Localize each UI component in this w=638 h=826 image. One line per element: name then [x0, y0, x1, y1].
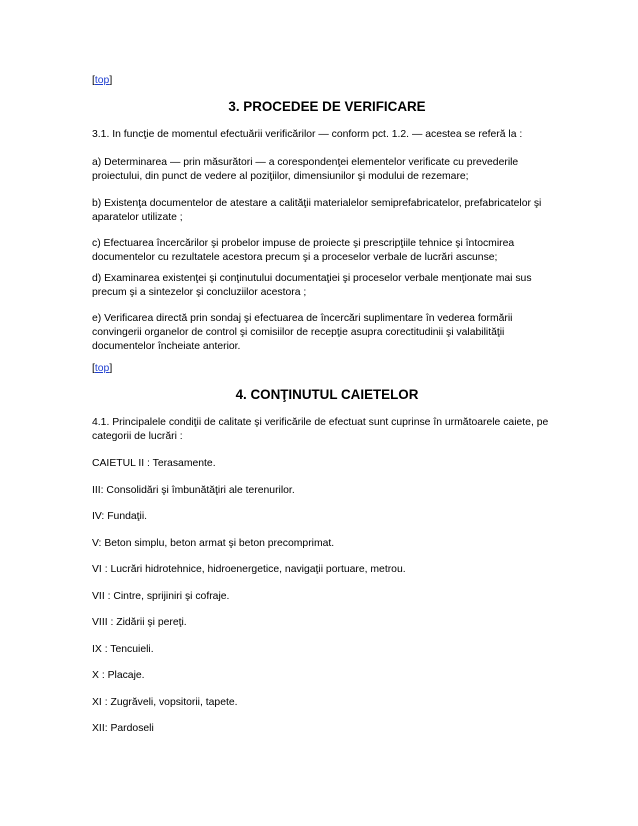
category-item: VII : Cintre, sprijiniri şi cofraje.	[92, 591, 230, 602]
category-item: VIII : Zidării şi pereţi.	[92, 617, 187, 628]
category-item: V: Beton simplu, beton armat şi beton precomprimat.	[92, 538, 335, 549]
bracket-open: [	[92, 75, 95, 86]
section-4-intro: 4.1. Principalele condiţii de calitate şi verificările de efectuat sunt cuprinse în următoarele caiete, pe categorii de lucrări :	[92, 417, 549, 442]
section-3-paragraph: c) Efectuarea încercărilor şi probelor impuse de proiecte şi prescripţiile tehnice şi întocmirea documentelor cu rezultatele acestora precum şi a proceselor verbale de lucrări ascunse;	[92, 238, 515, 263]
section-3-paragraph: a) Determinarea — prin măsurători — a corespondenţei elementelor verificate cu prevederile proiectului, din punct de vedere al poziţiilor, dimensiunilor şi modului de rezemare;	[92, 157, 519, 182]
top-link[interactable]: top	[94, 363, 110, 374]
bracket-close: ]	[109, 75, 113, 86]
category-item: CAIETUL II : Terasamente.	[92, 458, 216, 469]
bracket-open: [	[92, 363, 95, 374]
category-item: VI : Lucrări hidrotehnice, hidroenergetice, navigaţii portuare, metrou.	[92, 564, 406, 575]
section-3-paragraph: 3.1. In funcţie de momentul efectuării verificărilor — conform pct. 1.2. — acestea se referă la :	[92, 129, 523, 140]
category-item: IV: Fundaţii.	[92, 511, 148, 522]
top-link[interactable]: top	[94, 75, 110, 86]
top-link-container	[92, 362, 112, 376]
section-3-paragraph: d) Examinarea existenţei şi conţinutului documentaţiei şi proceselor verbale menţionate mai sus precum şi a sintezelor şi concluziilor acestora ;	[92, 273, 532, 298]
category-item: III: Consolidări şi îmbunătăţiri ale terenurilor.	[92, 485, 295, 496]
category-item: XI : Zugrăveli, vopsitorii, tapete.	[92, 697, 238, 708]
top-link-container	[92, 74, 112, 88]
bracket-close: ]	[109, 363, 113, 374]
category-item: IX : Tencuieli.	[92, 644, 154, 655]
section-4-heading: 4. CONŢINUTUL CAIETELOR	[235, 387, 419, 402]
section-3-paragraph: b) Existenţa documentelor de atestare a calităţii materialelor semiprefabricatelor, prefabricatelor şi aparatelor utilizate ;	[92, 198, 542, 223]
category-item: XII: Pardoseli	[92, 723, 154, 734]
category-item: X : Placaje.	[92, 670, 145, 681]
section-3-heading: 3. PROCEDEE DE VERIFICARE	[228, 99, 426, 114]
section-3-paragraph: e) Verificarea directă prin sondaj şi efectuarea de încercări suplimentare în vederea formării convingerii organelor de control şi comisiilor de recepţie asupra corectitudinii şi valabilităţii documentelor încheiate anterior.	[92, 313, 513, 352]
